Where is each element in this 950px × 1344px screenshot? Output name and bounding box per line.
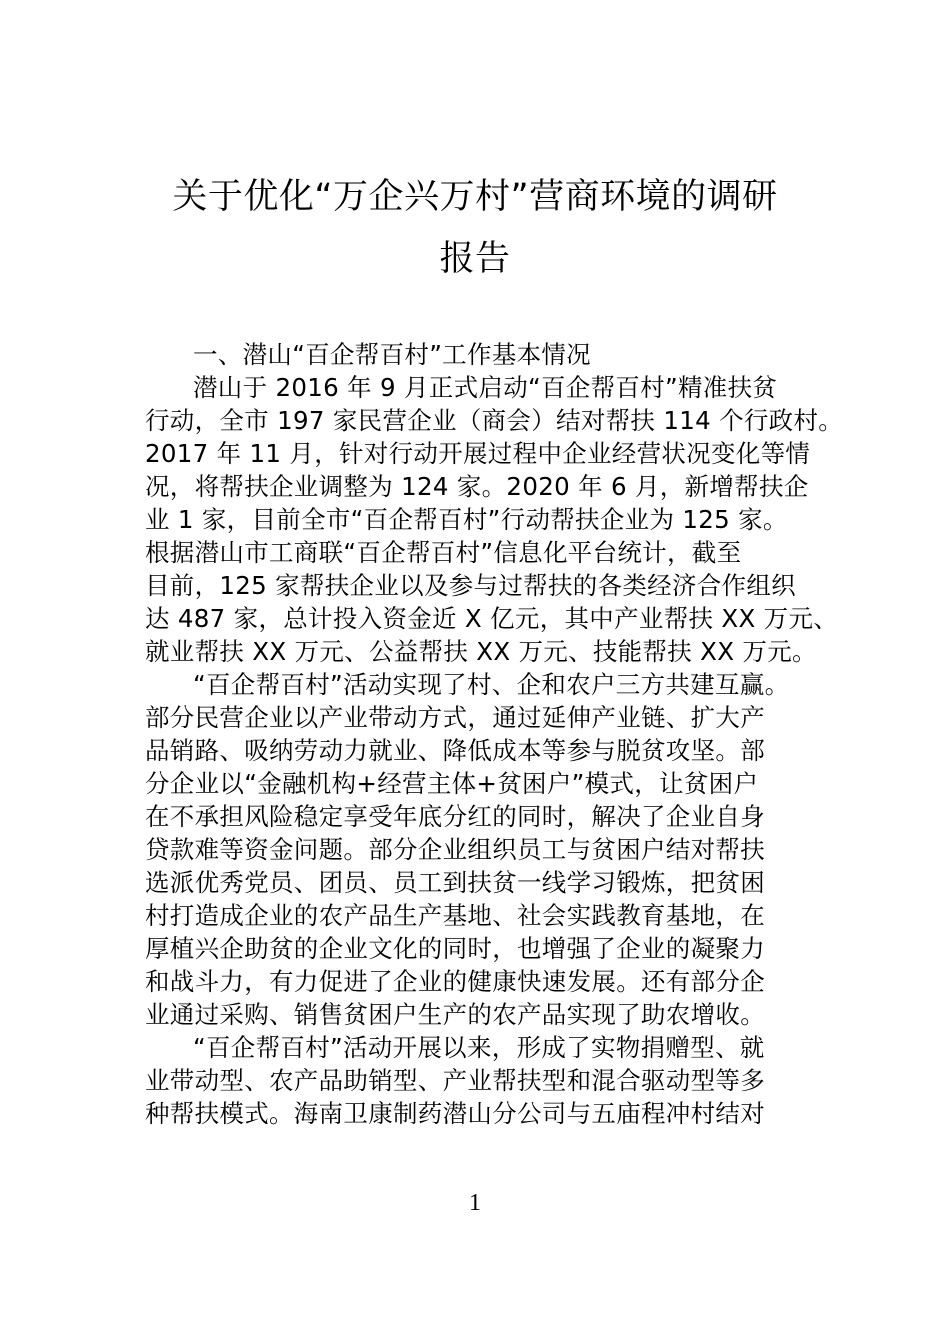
section-heading: 一、潜山“百企帮百村”工作基本情况 bbox=[193, 340, 591, 369]
title-line-1: 关于优化“万企兴万村”营商环境的调研 bbox=[172, 177, 778, 217]
paragraph-line: 况，将帮扶企业调整为 124 家。2020 年 6 月，新增帮扶企 bbox=[145, 472, 809, 501]
paragraph-line: 达 487 家，总计投入资金近 X 亿元，其中产业帮扶 XX 万元、 bbox=[145, 604, 839, 633]
paragraph-line: 种帮扶模式。海南卫康制药潜山分公司与五庙程冲村结对 bbox=[145, 1099, 765, 1128]
paragraph-line: 业带动型、农产品助销型、产业帮扶型和混合驱动型等多 bbox=[145, 1066, 765, 1095]
paragraph-line: 就业帮扶 XX 万元、公益帮扶 XX 万元、技能帮扶 XX 万元。 bbox=[145, 637, 817, 666]
paragraph-line: 2017 年 11 月，针对行动开展过程中企业经营状况变化等情 bbox=[145, 439, 811, 468]
page-number: 1 bbox=[469, 1190, 481, 1216]
paragraph-line: 和战斗力，有力促进了企业的健康快速发展。还有部分企 bbox=[145, 967, 765, 996]
paragraph-line: 贷款难等资金问题。部分企业组织员工与贫困户结对帮扶 bbox=[145, 835, 765, 864]
paragraph-line: “百企帮百村”活动实现了村、企和农户三方共建互赢。 bbox=[193, 670, 790, 699]
paragraph-line: 行动，全市 197 家民营企业（商会）结对帮扶 114 个行政村。 bbox=[145, 406, 844, 435]
paragraph-line: 根据潜山市工商联“百企帮百村”信息化平台统计，截至 bbox=[145, 538, 742, 567]
title-line-2: 报告 bbox=[439, 239, 511, 279]
paragraph-line: 品销路、吸纳劳动力就业、降低成本等参与脱贫攻坚。部 bbox=[145, 736, 765, 765]
paragraph-line: 在不承担风险稳定享受年底分红的同时，解决了企业自身 bbox=[145, 802, 765, 831]
document-body bbox=[145, 338, 844, 1130]
paragraph-line: 业 1 家，目前全市“百企帮百村”行动帮扶企业为 125 家。 bbox=[145, 505, 788, 534]
document-title bbox=[120, 166, 830, 290]
paragraph-line: 分企业以“金融机构+经营主体+贫困户”模式，让贫困户 bbox=[145, 769, 759, 798]
paragraph-line: 选派优秀党员、团员、员工到扶贫一线学习锻炼，把贫困 bbox=[145, 868, 765, 897]
paragraph-line: 潜山于 2016 年 9 月正式启动“百企帮百村”精准扶贫 bbox=[193, 373, 778, 402]
paragraph-line: 村打造成企业的农产品生产基地、社会实践教育基地，在 bbox=[145, 901, 765, 930]
paragraph-line: “百企帮百村”活动开展以来，形成了实物捐赠型、就 bbox=[193, 1033, 765, 1062]
paragraph-line: 目前，125 家帮扶企业以及参与过帮扶的各类经济合作组织 bbox=[145, 571, 796, 600]
paragraph-line: 部分民营企业以产业带动方式，通过延伸产业链、扩大产 bbox=[145, 703, 765, 732]
paragraph-line: 业通过采购、销售贫困户生产的农产品实现了助农增收。 bbox=[145, 1000, 765, 1029]
paragraph-line: 厚植兴企助贫的企业文化的同时，也增强了企业的凝聚力 bbox=[145, 934, 765, 963]
